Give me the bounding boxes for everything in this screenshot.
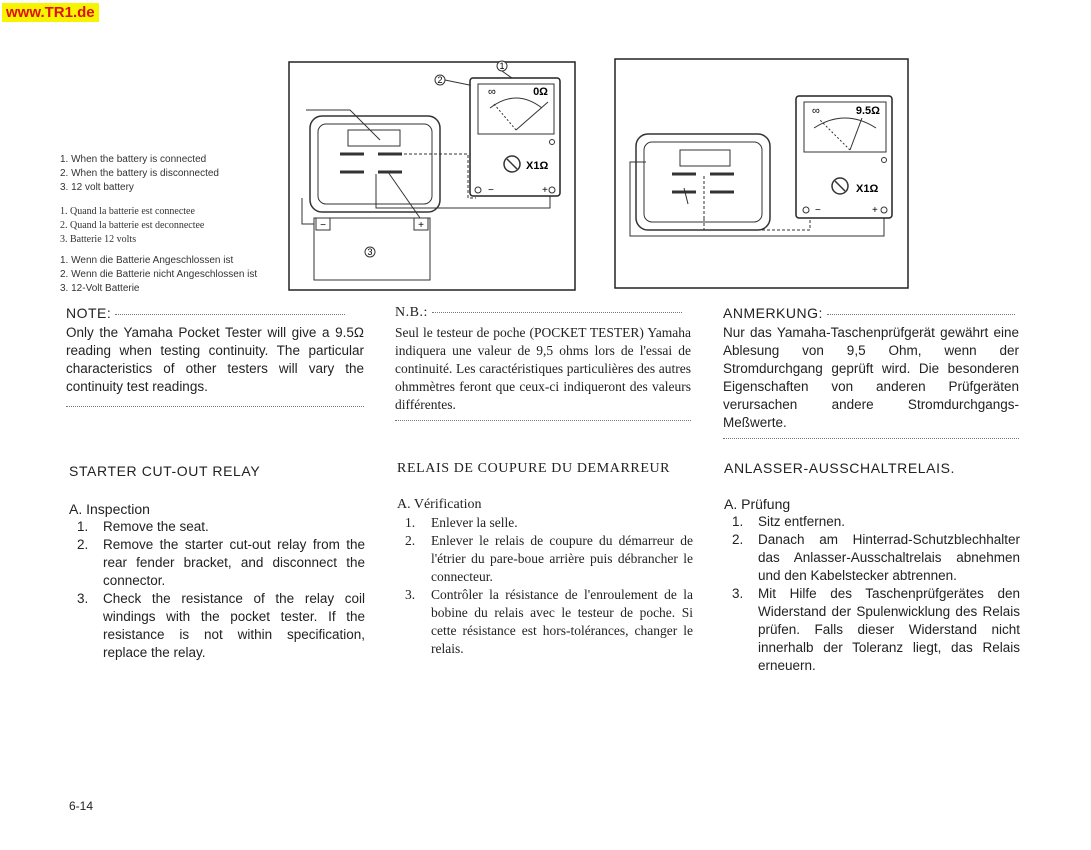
step-item: 3. Check the resistance of the relay coil windings with the pocket tester. If the resistance is not within specification, replace the relay. — [77, 591, 365, 660]
step-item: 2. Danach am Hinterrad-Schutzblechhalter das Anlasser-Ausschaltrelais abnehmen und den Kabelstecker abtrennen. — [732, 532, 1020, 583]
section-title: RELAIS DE COUPURE DU DEMARREUR — [397, 461, 671, 476]
legend-item: 1. Quand la batterie est connectee — [60, 206, 195, 217]
scale-infinity: ∞ — [488, 86, 496, 98]
section-subtitle: A. Inspection — [69, 501, 150, 517]
note-heading: ANMERKUNG: — [723, 305, 1019, 321]
jack-minus-label: − — [488, 185, 494, 196]
divider — [395, 420, 691, 421]
legend-item: 3. Batterie 12 volts — [60, 234, 137, 245]
section-subtitle: A. Prüfung — [724, 496, 791, 512]
section-title: ANLASSER-AUSSCHALTRELAIS. — [724, 460, 956, 476]
site-label[interactable]: www.TR1.de — [2, 3, 99, 22]
step-item: 1. Remove the seat. — [77, 519, 209, 534]
callout-1-label: 1 — [499, 61, 505, 71]
section-en — [69, 463, 365, 662]
step-item: 1. Enlever la selle. — [405, 515, 518, 530]
step-list — [69, 518, 365, 662]
jack-minus-label: − — [815, 205, 821, 216]
battery-plus-label: + — [418, 220, 424, 231]
scale-reading: 0Ω — [533, 86, 548, 98]
step-item: 3. Contrôler la résistance de l'enroulement de la bobine du relais avec le testeur de poche. Si cette résistance est hors-tolérances, changer le relais. — [405, 587, 693, 656]
note-text: Nur das Yamaha-Taschenprüfgerät gewährt eine Ablesung von 9,5 Ohm, wenn der Stromdurchgang geprüft wird. Die besonderen Eigenschaften von anderen Prüfgeräten verursachen andere Stromdurchgangs-Meßwerte. — [723, 325, 1019, 430]
note-heading: N.B.: — [395, 305, 691, 321]
relay-terminal-block — [680, 150, 730, 166]
legend-en — [60, 153, 219, 195]
callout-2-label: 2 — [437, 75, 443, 85]
step-item: 2. Enlever le relais de coupure du démarreur de l'étrier du pare-boue arrière puis débrancher le connecteur. — [405, 533, 693, 584]
callout-3-label: 3 — [367, 247, 373, 257]
note-de — [723, 305, 1019, 439]
section-fr — [397, 461, 693, 658]
note-text: Seul le testeur de poche (POCKET TESTER) Yamaha indiquera une valeur de 9,5 ohms lors de l'essai de continuité. Les caractéristiques particulières des autres ohmmètres feront que ceux-ci indiqueront des valeurs différentes. — [395, 325, 691, 412]
step-list — [397, 514, 693, 658]
legend-item: 3. 12-Volt Batterie — [60, 283, 140, 294]
section-title: STARTER CUT-OUT RELAY — [69, 463, 261, 479]
jack-plus-label: + — [872, 205, 878, 216]
legend-fr — [60, 205, 204, 247]
note-heading: NOTE: — [66, 305, 364, 321]
legend-item: 2. When the battery is disconnected — [60, 168, 219, 179]
range-label: X1Ω — [856, 183, 879, 195]
step-item: 2. Remove the starter cut-out relay from the rear fender bracket, and disconnect the connector. — [77, 537, 365, 588]
scale-infinity: ∞ — [812, 105, 820, 117]
divider — [66, 406, 364, 407]
note-fr — [395, 305, 691, 421]
divider — [723, 438, 1019, 439]
step-item: 1. Sitz entfernen. — [732, 514, 846, 529]
jack-plus-label: + — [542, 185, 548, 196]
note-text: Only the Yamaha Pocket Tester will give a 9.5Ω reading when testing continuity. The particular characteristics of other testers will vary the continuity test readings. — [66, 325, 364, 394]
scale-reading: 9.5Ω — [855, 105, 880, 117]
legend-item: 2. Wenn die Batterie nicht Angeschlossen ist — [60, 269, 258, 280]
step-list — [724, 513, 1020, 675]
legend-de — [60, 254, 257, 296]
legend-item: 1. Wenn die Batterie Angeschlossen ist — [60, 255, 234, 266]
relay-diagram-no-battery — [614, 58, 910, 290]
section-subtitle: A. Vérification — [397, 497, 482, 512]
range-label: X1Ω — [526, 160, 549, 172]
legend-item: 3. 12 volt battery — [60, 182, 134, 193]
relay-diagram-battery — [288, 58, 578, 294]
legend-item: 2. Quand la batterie est deconnectee — [60, 220, 205, 231]
battery-minus-label: − — [320, 220, 326, 231]
relay-terminal-block — [348, 130, 400, 146]
note-en — [66, 305, 364, 407]
section-de — [724, 460, 1020, 675]
page-number: 6-14 — [69, 799, 94, 813]
step-item: 3. Mit Hilfe des Taschenprüfgerätes den Widerstand der Spulenwicklung des Relais prüfen. Falls dieser Widerstand nicht innerhalb der Toleranz liegt, das Relais erneuern. — [732, 586, 1020, 673]
legend-item: 1. When the battery is connected — [60, 154, 207, 165]
